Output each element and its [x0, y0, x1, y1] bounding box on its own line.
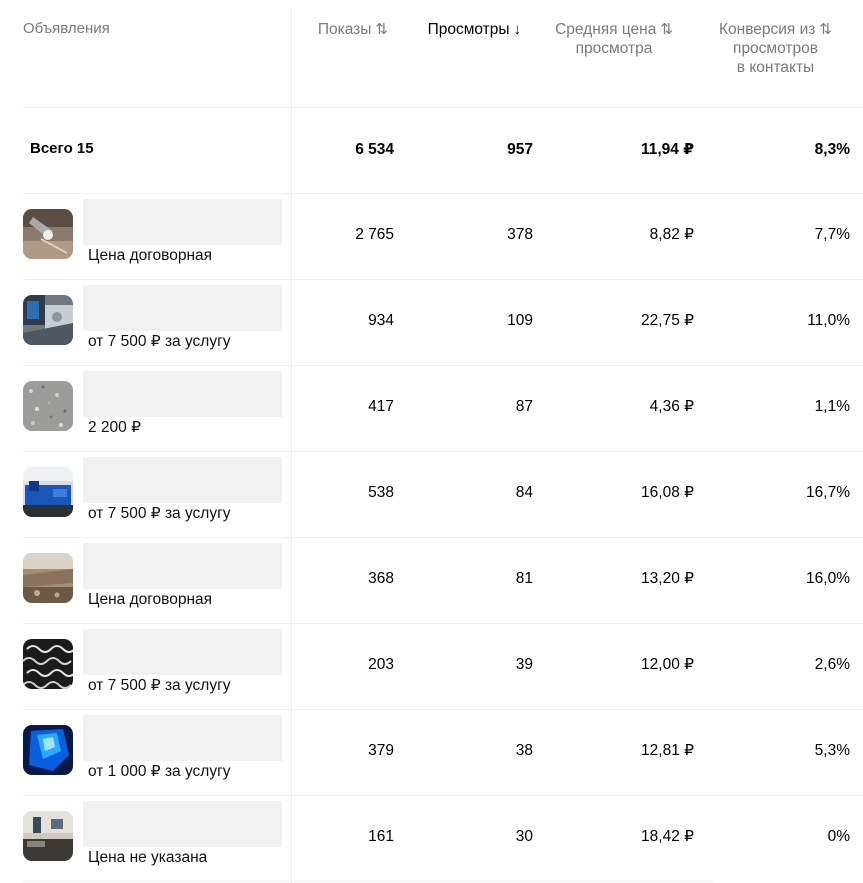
table-row[interactable]	[23, 709, 863, 795]
ad-title-placeholder[interactable]	[83, 199, 282, 245]
table-row[interactable]	[23, 193, 863, 279]
row-views: 378	[507, 226, 533, 243]
row-avg-price: 22,75 ₽	[641, 312, 694, 329]
table-row[interactable]	[23, 537, 863, 623]
ad-title-placeholder[interactable]	[83, 457, 282, 503]
table-row[interactable]	[23, 365, 863, 451]
ad-title-placeholder[interactable]	[83, 285, 282, 331]
ad-thumbnail[interactable]	[23, 639, 73, 689]
row-avg-price: 12,81 ₽	[641, 742, 694, 759]
ad-thumbnail[interactable]	[23, 811, 73, 861]
header-ads	[23, 19, 110, 38]
row-shows: 417	[368, 398, 394, 415]
row-conversion: 11,0%	[807, 312, 850, 329]
row-avg-price: 8,82 ₽	[649, 226, 694, 243]
row-views: 30	[515, 828, 533, 845]
ad-price: 2 200 ₽	[88, 419, 141, 436]
blue-machine-thumb-image	[23, 467, 73, 517]
row-shows: 203	[368, 656, 394, 673]
workshop-thumb-image	[23, 811, 73, 861]
table-row[interactable]	[23, 451, 863, 537]
blue-glass-thumb-image	[23, 725, 73, 775]
ad-title-placeholder[interactable]	[83, 543, 282, 589]
total-shows: 6 534	[355, 141, 394, 158]
row-conversion: 1,1%	[814, 398, 850, 415]
pattern-metal-thumb-image	[23, 639, 73, 689]
row-avg-price: 16,08 ₽	[641, 484, 694, 501]
sort-updown-icon: ⇅	[819, 21, 832, 38]
ad-title-placeholder[interactable]	[83, 371, 282, 417]
row-conversion: 7,7%	[814, 226, 850, 243]
header-views-label: Просмотры	[427, 21, 510, 38]
row-views: 109	[507, 312, 533, 329]
ad-price: от 7 500 ₽ за услугу	[88, 677, 231, 694]
table-row[interactable]	[23, 795, 863, 881]
row-views: 38	[515, 742, 533, 759]
table-bottom-border	[23, 881, 713, 882]
ad-title-placeholder[interactable]	[83, 629, 282, 675]
row-views: 84	[515, 484, 533, 501]
row-avg-price: 4,36 ₽	[649, 398, 694, 415]
header-avg-price-sort[interactable]	[540, 20, 688, 58]
ad-thumbnail[interactable]	[23, 553, 73, 603]
ad-thumbnail[interactable]	[23, 467, 73, 517]
ad-price: Цена не указана	[88, 849, 208, 866]
row-views: 87	[515, 398, 533, 415]
header-views-sort[interactable]	[396, 20, 521, 39]
sort-updown-icon: ⇅	[660, 21, 673, 38]
sort-down-arrow-icon: ↓	[513, 21, 521, 38]
stone-surface-thumb-image	[23, 553, 73, 603]
header-avg-price-label-1: Средняя цена	[555, 21, 657, 38]
header-shows-label: Показы	[317, 21, 372, 38]
row-conversion: 2,6%	[814, 656, 850, 673]
header-avg-price-label-2: просмотра	[575, 40, 653, 57]
ad-price: от 1 000 ₽ за услугу	[88, 763, 231, 780]
ad-thumbnail[interactable]	[23, 725, 73, 775]
cutting-metal-thumb-image	[23, 209, 73, 259]
row-avg-price: 13,20 ₽	[641, 570, 694, 587]
ad-thumbnail[interactable]	[23, 381, 73, 431]
table-header	[0, 0, 863, 107]
ad-thumbnail[interactable]	[23, 209, 73, 259]
ad-title-placeholder[interactable]	[83, 801, 282, 847]
header-conversion-sort[interactable]	[708, 20, 843, 77]
row-shows: 368	[368, 570, 394, 587]
header-conversion-label-2: просмотров	[733, 40, 818, 57]
row-avg-price: 18,42 ₽	[641, 828, 694, 845]
header-conversion-label-3: в контакты	[736, 59, 815, 76]
machine-parts-thumb-image	[23, 295, 73, 345]
table-row[interactable]	[23, 279, 863, 365]
row-shows: 379	[368, 742, 394, 759]
total-label: Всего 15	[30, 140, 94, 157]
row-shows: 161	[368, 828, 394, 845]
ad-price: от 7 500 ₽ за услугу	[88, 505, 231, 522]
ad-thumbnail[interactable]	[23, 295, 73, 345]
total-conversion: 8,3%	[814, 141, 850, 158]
header-shows-sort[interactable]	[296, 20, 388, 39]
total-views: 957	[507, 141, 533, 158]
table-row[interactable]	[23, 623, 863, 709]
row-conversion: 16,7%	[806, 484, 850, 501]
row-shows: 934	[368, 312, 394, 329]
row-avg-price: 12,00 ₽	[641, 656, 694, 673]
header-conversion-label-1: Конверсия из	[719, 21, 816, 38]
sort-updown-icon: ⇅	[375, 21, 388, 38]
row-shows: 2 765	[355, 226, 394, 243]
ad-title-placeholder[interactable]	[83, 715, 282, 761]
ad-price: от 7 500 ₽ за услугу	[88, 333, 231, 350]
gray-texture-thumb-image	[23, 381, 73, 431]
ad-price: Цена договорная	[88, 247, 213, 264]
total-row	[23, 107, 863, 193]
row-views: 81	[515, 570, 533, 587]
row-conversion: 5,3%	[814, 742, 850, 759]
ad-price: Цена договорная	[88, 591, 213, 608]
row-conversion: 16,0%	[806, 570, 850, 587]
row-shows: 538	[368, 484, 394, 501]
total-avg-price: 11,94 ₽	[640, 141, 694, 158]
row-views: 39	[515, 656, 533, 673]
row-conversion: 0%	[827, 828, 850, 845]
header-ads-label: Объявления	[23, 20, 110, 37]
